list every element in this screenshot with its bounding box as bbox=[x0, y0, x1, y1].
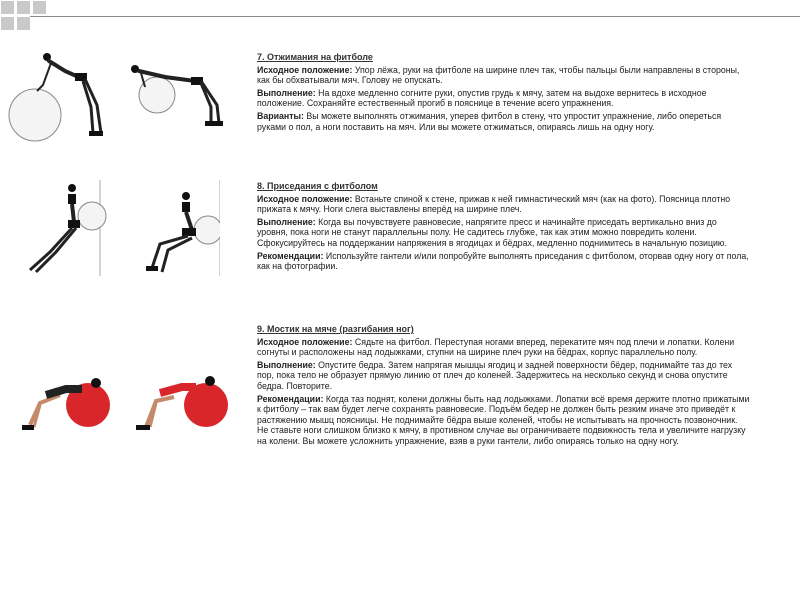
exercise-title: 8. Приседания с фитболом bbox=[257, 181, 378, 191]
exercise-paragraph: Исходное положение: Встаньте спиной к стене, прижав к ней гимнастический мяч (как на фото). Поясница плотно прижата к мячу. Ноги слега выставлены вперёд на ширине плеч. bbox=[257, 193, 731, 215]
pushup-ball-illustration bbox=[5, 45, 245, 145]
exercise-paragraph: Рекомендации: Когда таз поднят, колени должны быть над лодыжками. Лопатки всё время держите плотно прижатыми к фитболу – так вам будет легче сохранять равновесие. Подъём бедер не должен быть резким иначе это приведёт к растяжению мышц поясницы. Не поднимайте бёдра выше коленей, чтобы не испытывать на прочность позвоночник. Не ставьте ноги слишком близко к мячу, в противном случае вы ограничиваете подвижность тела и увеличите нагрузку на колени. Вы можете усложнить упражнение, взяв в руки гантели, либо опираясь только на одну ногу. bbox=[257, 393, 750, 446]
exercise-section-7 bbox=[257, 52, 750, 134]
corner-squares-decoration bbox=[0, 0, 60, 30]
exercise-paragraph: Рекомендации: Используйте гантели и/или попробуйте выполнять приседания с фитболом, оторвав одну ногу от пола, как на фотографии. bbox=[257, 250, 749, 272]
exercise-section-9 bbox=[257, 324, 750, 449]
exercise-paragraph: Исходное положение: Упор лёжа, руки на фитболе на ширине плеч так, чтобы пальцы были направлены в стороны, как бы обхватывали мяч. Голову не опускать. bbox=[257, 64, 740, 86]
ball-bridge-illustration bbox=[10, 365, 245, 440]
header-divider-line bbox=[30, 16, 800, 17]
exercise-paragraph: Выполнение: На вдохе медленно согните руки, опустив грудь к мячу, затем на выдохе вернитесь в исходное положение. Сохраняйте естественный прогиб в пояснице в течение всего упражнения. bbox=[257, 87, 707, 109]
exercise-title: 9. Мостик на мяче (разгибания ног) bbox=[257, 324, 414, 334]
exercise-title: 7. Отжимания на фитболе bbox=[257, 52, 373, 62]
exercise-paragraph: Исходное положение: Сядьте на фитбол. Переступая ногами вперед, перекатите мяч под плечи и лопатки. Колени согнуты и расположены над лодыжками, ступни на ширине плеч руки на бёдрах, корпус параллельно полу. bbox=[257, 336, 735, 358]
exercise-paragraph: Выполнение: Опустите бедра. Затем напрягая мышцы ягодиц и задней поверхности бёдер, поднимайте таз до тех пор, пока тело не образует прямую линию от плеч до коленей. Задержитесь на несколько секунд и снова опустите бедра. Повторите. bbox=[257, 359, 733, 391]
exercise-paragraph: Выполнение: Когда вы почувствуете равновесие, напрягите пресс и начинайте приседать вертикально вниз до уровня, пока ноги не станут параллельны полу. Не садитесь глубже, так как этим можно повредить колени. Сфокусируйтесь на поддержании напряжения в ягодицах и бёдрах, медленно поднимитесь в начальную позицию. bbox=[257, 216, 727, 248]
exercise-paragraph: Варианты: Вы можете выполнять отжимания, уперев фитбол в стену, что упростит упражнение, либо опереться руками о пол, а ноги поставить на мяч. Или вы можете отжиматься, опираясь лишь на одну ногу. bbox=[257, 110, 722, 132]
squat-ball-illustration bbox=[20, 178, 220, 278]
exercise-section-8 bbox=[257, 181, 750, 274]
